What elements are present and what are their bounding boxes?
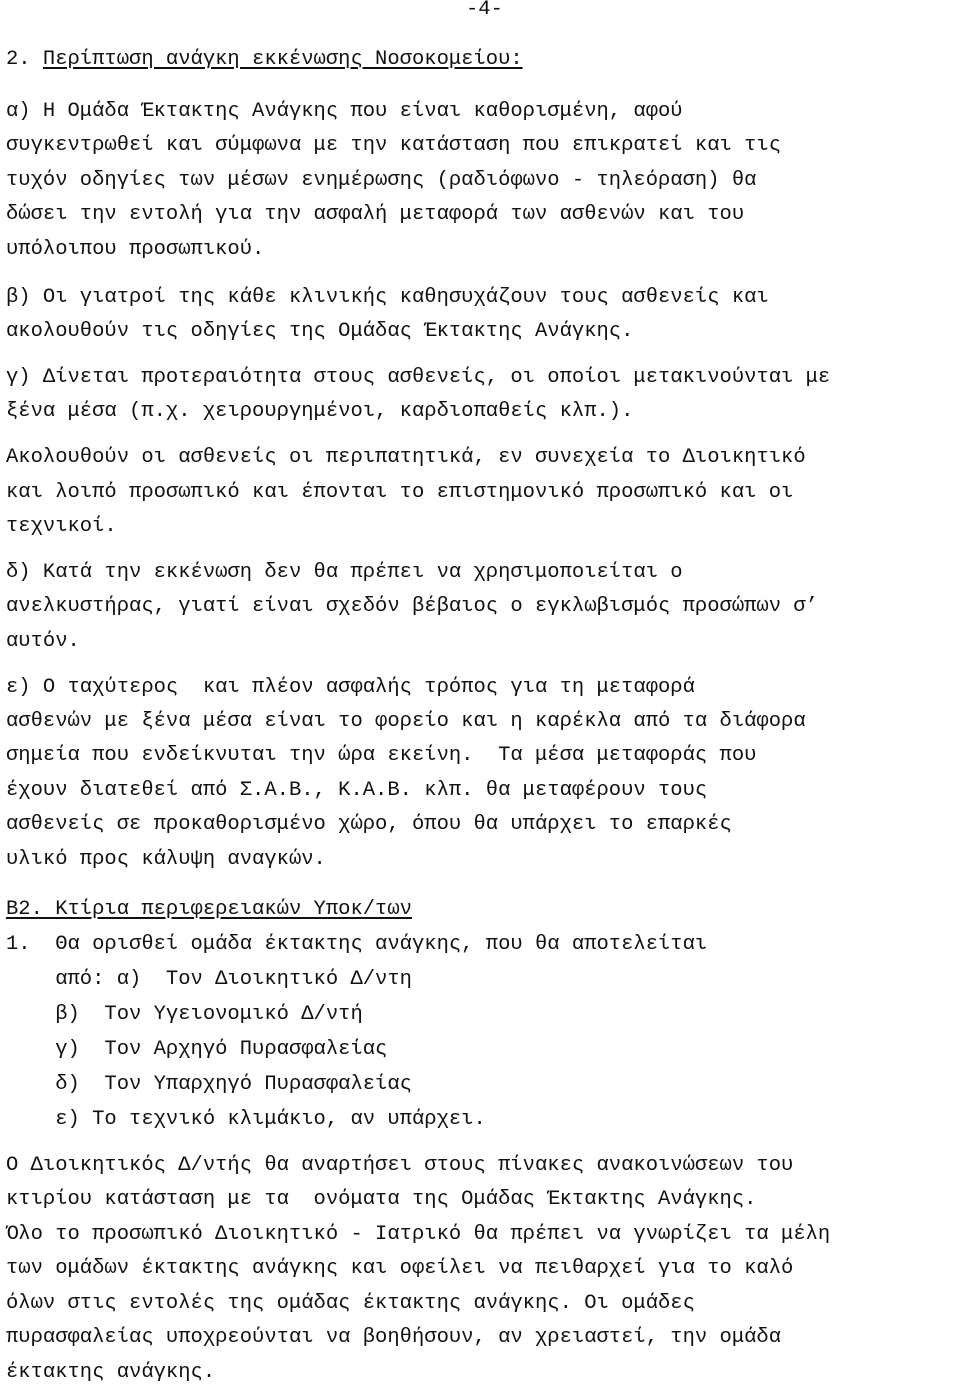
section-2-heading (6, 50, 523, 71)
b2-list-item: 1. Θα ορισθεί ομάδα έκτακτης ανάγκης, που θα αποτελείται (6, 933, 708, 956)
paragraph-e-line: ασθενών με ξένα μέσα είναι το φορείο και η καρέκλα από τα διάφορα (6, 710, 806, 733)
page-number: -4- (466, 0, 503, 21)
b2-list-item: β) Τον Υγειονομικό Δ/ντή (6, 1003, 363, 1026)
b2-paragraph-line: Όλο το προσωπικό Διοικητικό - Ιατρικό θα πρέπει να γνωρίζει τα μέλη (6, 1223, 831, 1246)
b2-list-item: από: α) Τον Διοικητικό Δ/ντη (6, 968, 412, 991)
b2-paragraph-line: των ομάδων έκτακτης ανάγκης και οφείλει να πειθαρχεί για το καλό (6, 1257, 794, 1280)
section-2-number: 2. (6, 48, 43, 71)
paragraph-c-line: Ακολουθούν οι ασθενείς οι περιπατητικά, εν συνεχεία το Διοικητικό (6, 446, 806, 469)
paragraph-c-line: τεχνικοί. (6, 515, 117, 538)
paragraph-a-line: συγκεντρωθεί και σύμφωνα με την κατάσταση που επικρατεί και τις (6, 134, 782, 157)
paragraph-a-line: α) Η Ομάδα Έκτακτης Ανάγκης που είναι καθορισμένη, αφού (6, 100, 683, 123)
paragraph-d-line: δ) Κατά την εκκένωση δεν θα πρέπει να χρησιμοποιείται ο (6, 561, 683, 584)
b2-paragraph-line: Ο Διοικητικός Δ/ντής θα αναρτήσει στους πίνακες ανακοινώσεων του (6, 1154, 794, 1177)
paragraph-e-line: ασθενείς σε προκαθορισμένο χώρο, όπου θα υπάρχει το επαρκές (6, 813, 732, 836)
b2-paragraph-line: πυρασφαλείας υποχρεούνται να βοηθήσουν, αν χρειαστεί, την ομάδα (6, 1326, 782, 1349)
paragraph-c-line: γ) Δίνεται προτεραιότητα στους ασθενείς, οι οποίοι μετακινούνται με (6, 366, 831, 389)
paragraph-b-line: β) Οι γιατροί της κάθε κλινικής καθησυχάζουν τους ασθενείς και (6, 286, 769, 309)
paragraph-a-line: δώσει την εντολή για την ασφαλή μεταφορά των ασθενών και του (6, 203, 745, 226)
b2-paragraph-line: όλων στις εντολές της ομάδας έκτακτης ανάγκης. Οι ομάδες (6, 1292, 695, 1315)
b2-list-item: δ) Τον Υπαρχηγό Πυρασφαλείας (6, 1073, 412, 1096)
b2-list-item: γ) Τον Αρχηγό Πυρασφαλείας (6, 1038, 388, 1061)
paragraph-e-line: σημεία που ενδείκνυται την ώρα εκείνη. Τα μέσα μεταφοράς που (6, 744, 757, 767)
paragraph-c-line: και λοιπό προσωπικό και έπονται το επιστημονικό προσωπικό και οι (6, 481, 794, 504)
paragraph-d-line: ανελκυστήρας, γιατί είναι σχεδόν βέβαιος ο εγκλωβισμός προσώπων σ’ (6, 595, 818, 618)
paragraph-e-line: έχουν διατεθεί από Σ.Α.Β., Κ.Α.Β. κλπ. θα μεταφέρουν τους (6, 779, 708, 802)
paragraph-e-line: ε) Ο ταχύτερος και πλέον ασφαλής τρόπος για τη μεταφορά (6, 676, 695, 699)
section-b2-heading: Β2. Κτίρια περιφερειακών Υποκ/των (6, 898, 412, 921)
b2-paragraph-line: έκτακτης ανάγκης. (6, 1361, 216, 1384)
paragraph-a-line: υπόλοιπου προσωπικού. (6, 238, 265, 261)
paragraph-a-line: τυχόν οδηγίες των μέσων ενημέρωσης (ραδιόφωνο - τηλεόραση) θα (6, 169, 757, 192)
section-2-title: Περίπτωση ανάγκη εκκένωσης Νοσοκομείου: (42, 48, 523, 71)
b2-list-item: ε) Το τεχνικό κλιμάκιο, αν υπάρχει. (6, 1108, 486, 1131)
paragraph-b-line: ακολουθούν τις οδηγίες της Ομάδας Έκτακτης Ανάγκης. (6, 320, 634, 343)
paragraph-c-line: ξένα μέσα (π.χ. χειρουργημένοι, καρδιοπαθείς κλπ.). (6, 400, 634, 423)
paragraph-e-line: υλικό προς κάλυψη αναγκών. (6, 848, 326, 871)
b2-paragraph-line: κτιρίου κατάσταση με τα ονόματα της Ομάδας Έκτακτης Ανάγκης. (6, 1188, 757, 1211)
paragraph-d-line: αυτόν. (6, 630, 80, 653)
